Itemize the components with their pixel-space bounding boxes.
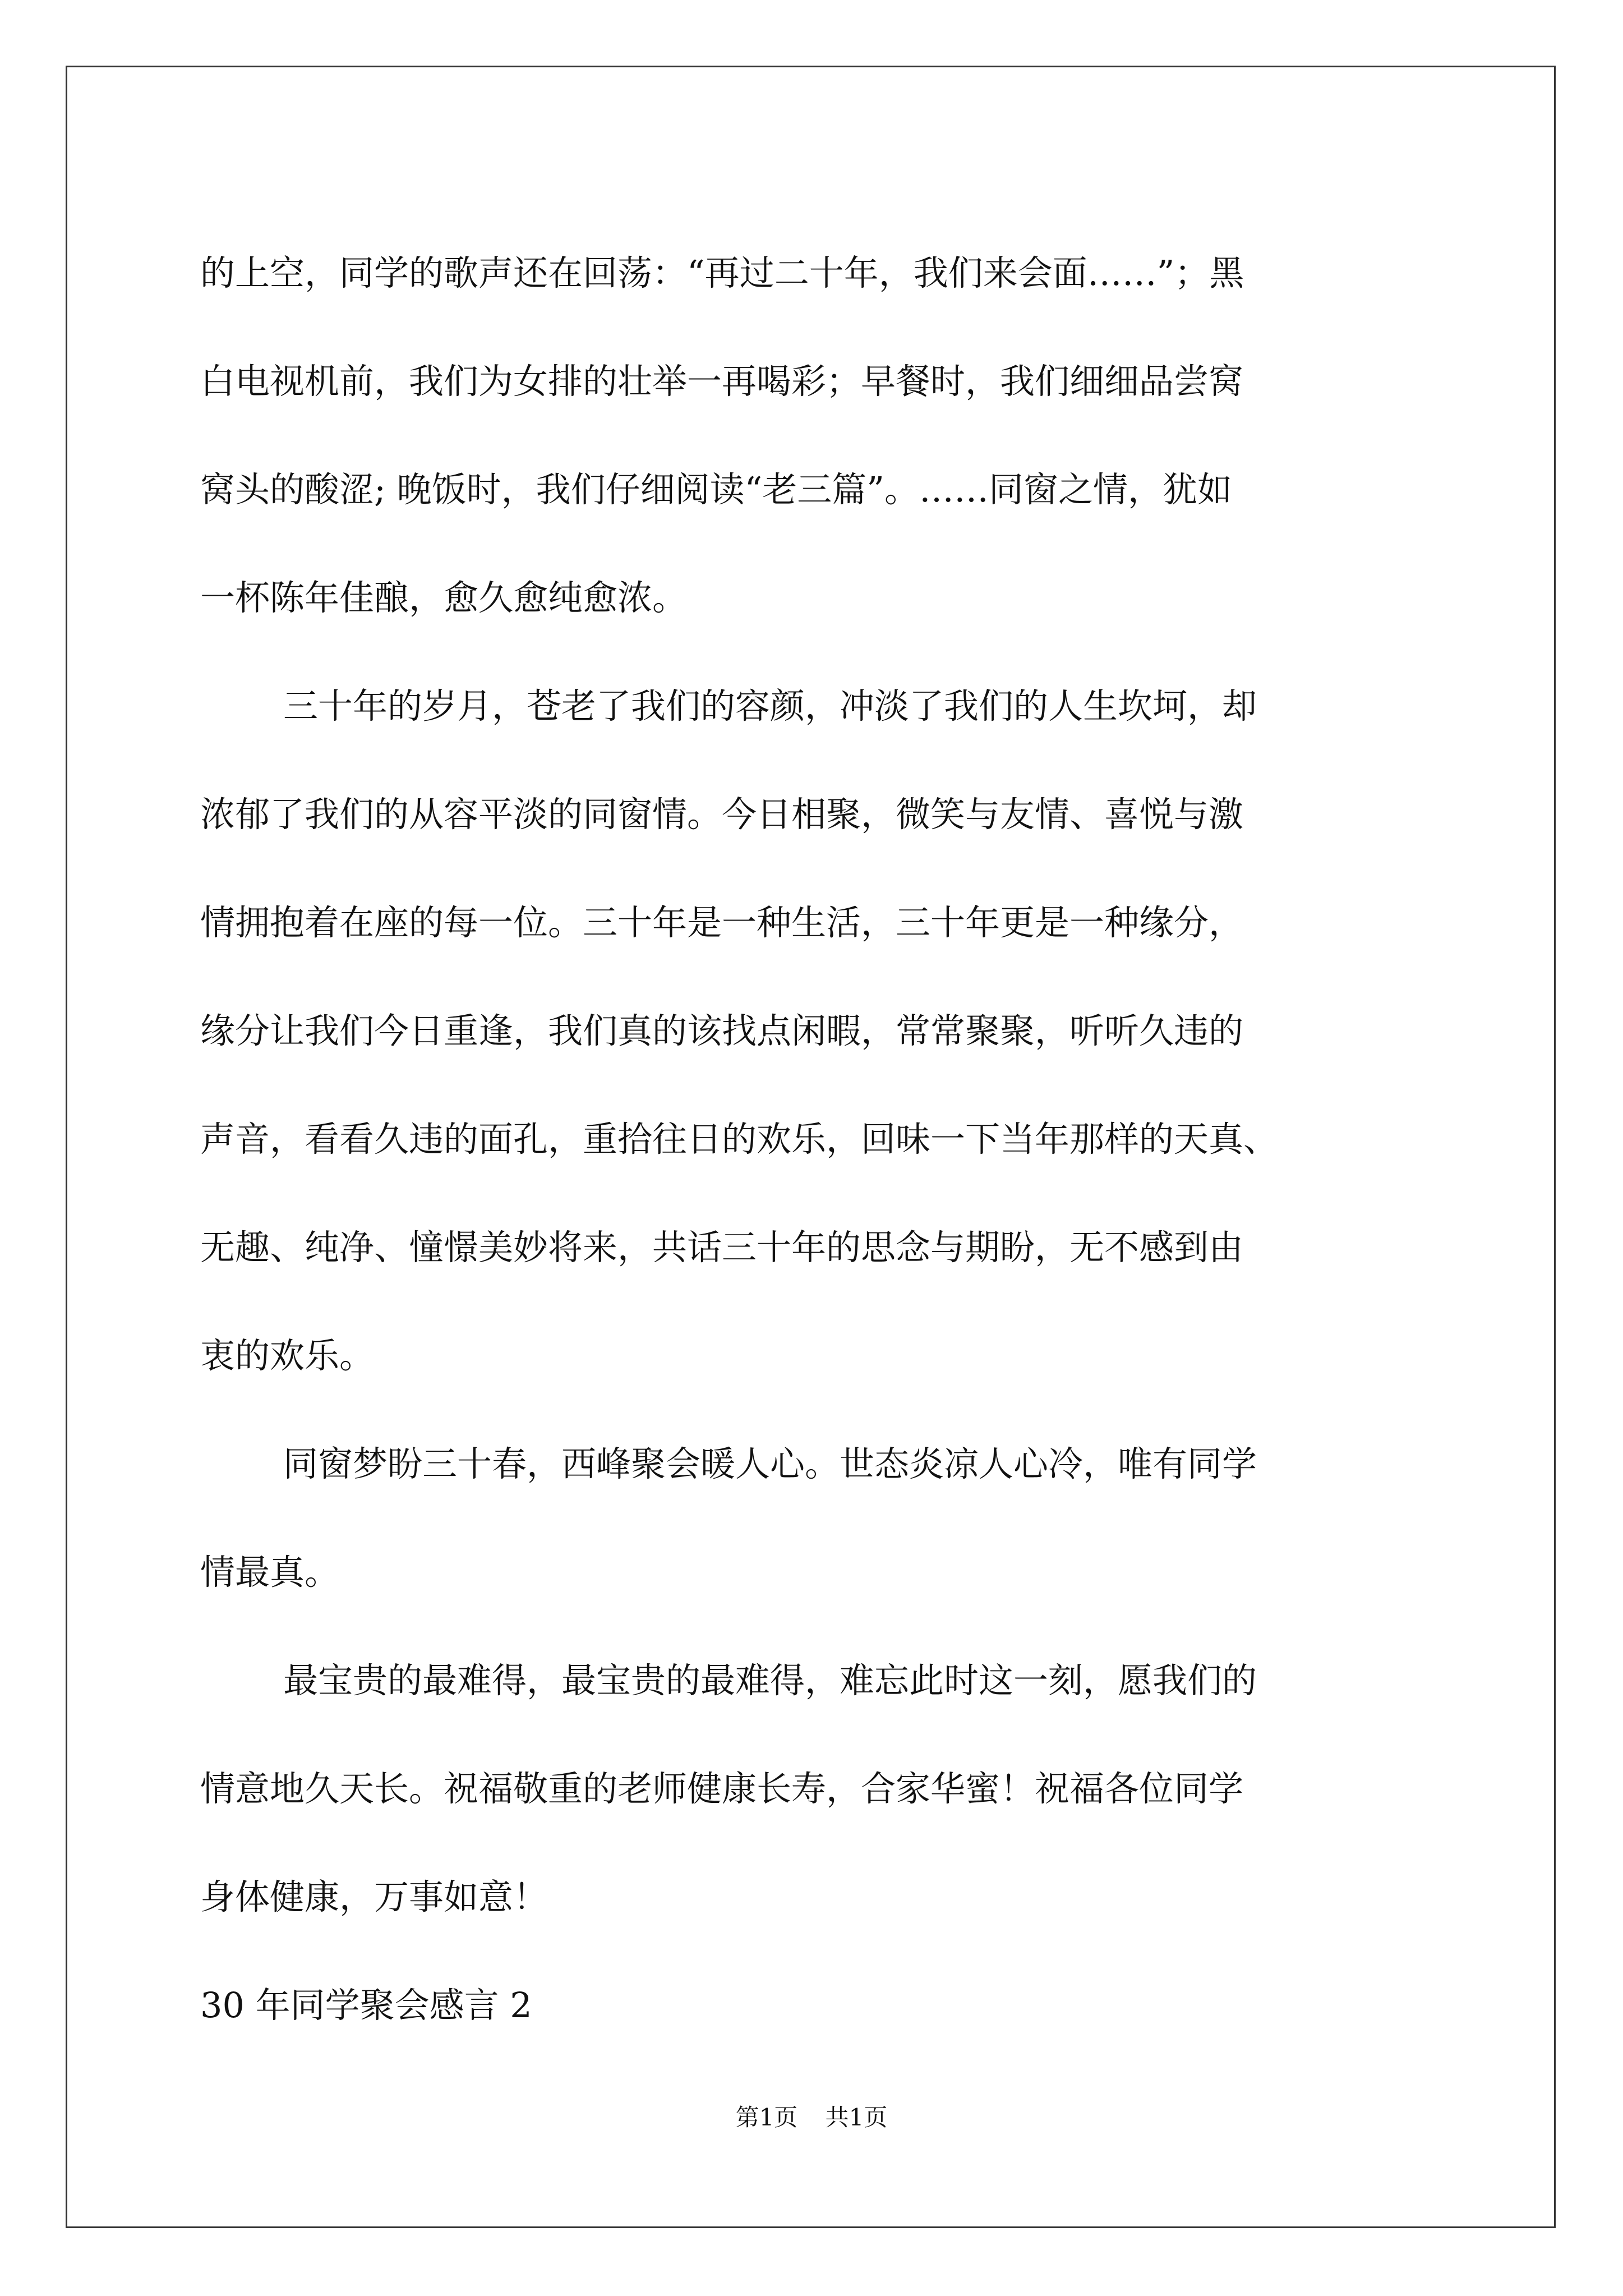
text-line: 情意地久天长。祝福敬重的老师健康长寿，合家华蜜！祝福各位同学 xyxy=(200,1768,1244,1809)
text-line: 情拥抱着在座的每一位。三十年是一种生活，三十年更是一种缘分， xyxy=(200,902,1244,943)
page-number: 第1页 xyxy=(735,2104,798,2131)
section-heading: 30 年同学聚会感言 2 xyxy=(200,1985,532,2026)
page-footer xyxy=(0,2101,1623,2134)
text-line: 同窗梦盼三十春，西峰聚会暖人心。世态炎凉人心冷，唯有同学 xyxy=(283,1443,1257,1484)
text-line: 衷的欢乐。 xyxy=(200,1335,375,1376)
text-line: 浓郁了我们的从容平淡的同窗情。今日相聚，微笑与友情、喜悦与激 xyxy=(200,794,1244,835)
paragraph-1 xyxy=(200,219,1423,652)
text-line: 情最真。 xyxy=(200,1552,340,1593)
text-line: 最宝贵的最难得，最宝贵的最难得，难忘此时这一刻，愿我们的 xyxy=(283,1660,1257,1701)
text-line: 无趣、纯净、憧憬美妙将来，共话三十年的思念与期盼，无不感到由 xyxy=(200,1227,1244,1268)
text-line: 一杯陈年佳酿，愈久愈纯愈浓。 xyxy=(200,577,688,618)
paragraph-3 xyxy=(200,1410,1423,1626)
text-line: 缘分让我们今日重逢，我们真的该找点闲暇，常常聚聚，听听久违的 xyxy=(200,1010,1244,1051)
page-total: 共1页 xyxy=(825,2104,888,2131)
text-line: 白电视机前，我们为女排的壮举一再喝彩；早餐时，我们细细品尝窝 xyxy=(200,361,1244,402)
text-line: 声音，看看久违的面孔，重拾往日的欢乐，回味一下当年那样的天真、 xyxy=(200,1119,1279,1159)
text-line: 窝头的酸涩; 晚饭时，我们仔细阅读“老三篇”。……同窗之情，犹如 xyxy=(200,469,1232,510)
text-line: 的上空，同学的歌声还在回荡：“再过二十年，我们来会面……”；黑 xyxy=(200,252,1244,293)
text-line: 三十年的岁月，苍老了我们的容颜，冲淡了我们的人生坎坷，却 xyxy=(283,685,1257,726)
text-line: 身体健康，万事如意！ xyxy=(200,1876,548,1917)
document-body xyxy=(200,219,1423,2059)
paragraph-2 xyxy=(200,652,1423,1410)
paragraph-4 xyxy=(200,1626,1423,1951)
